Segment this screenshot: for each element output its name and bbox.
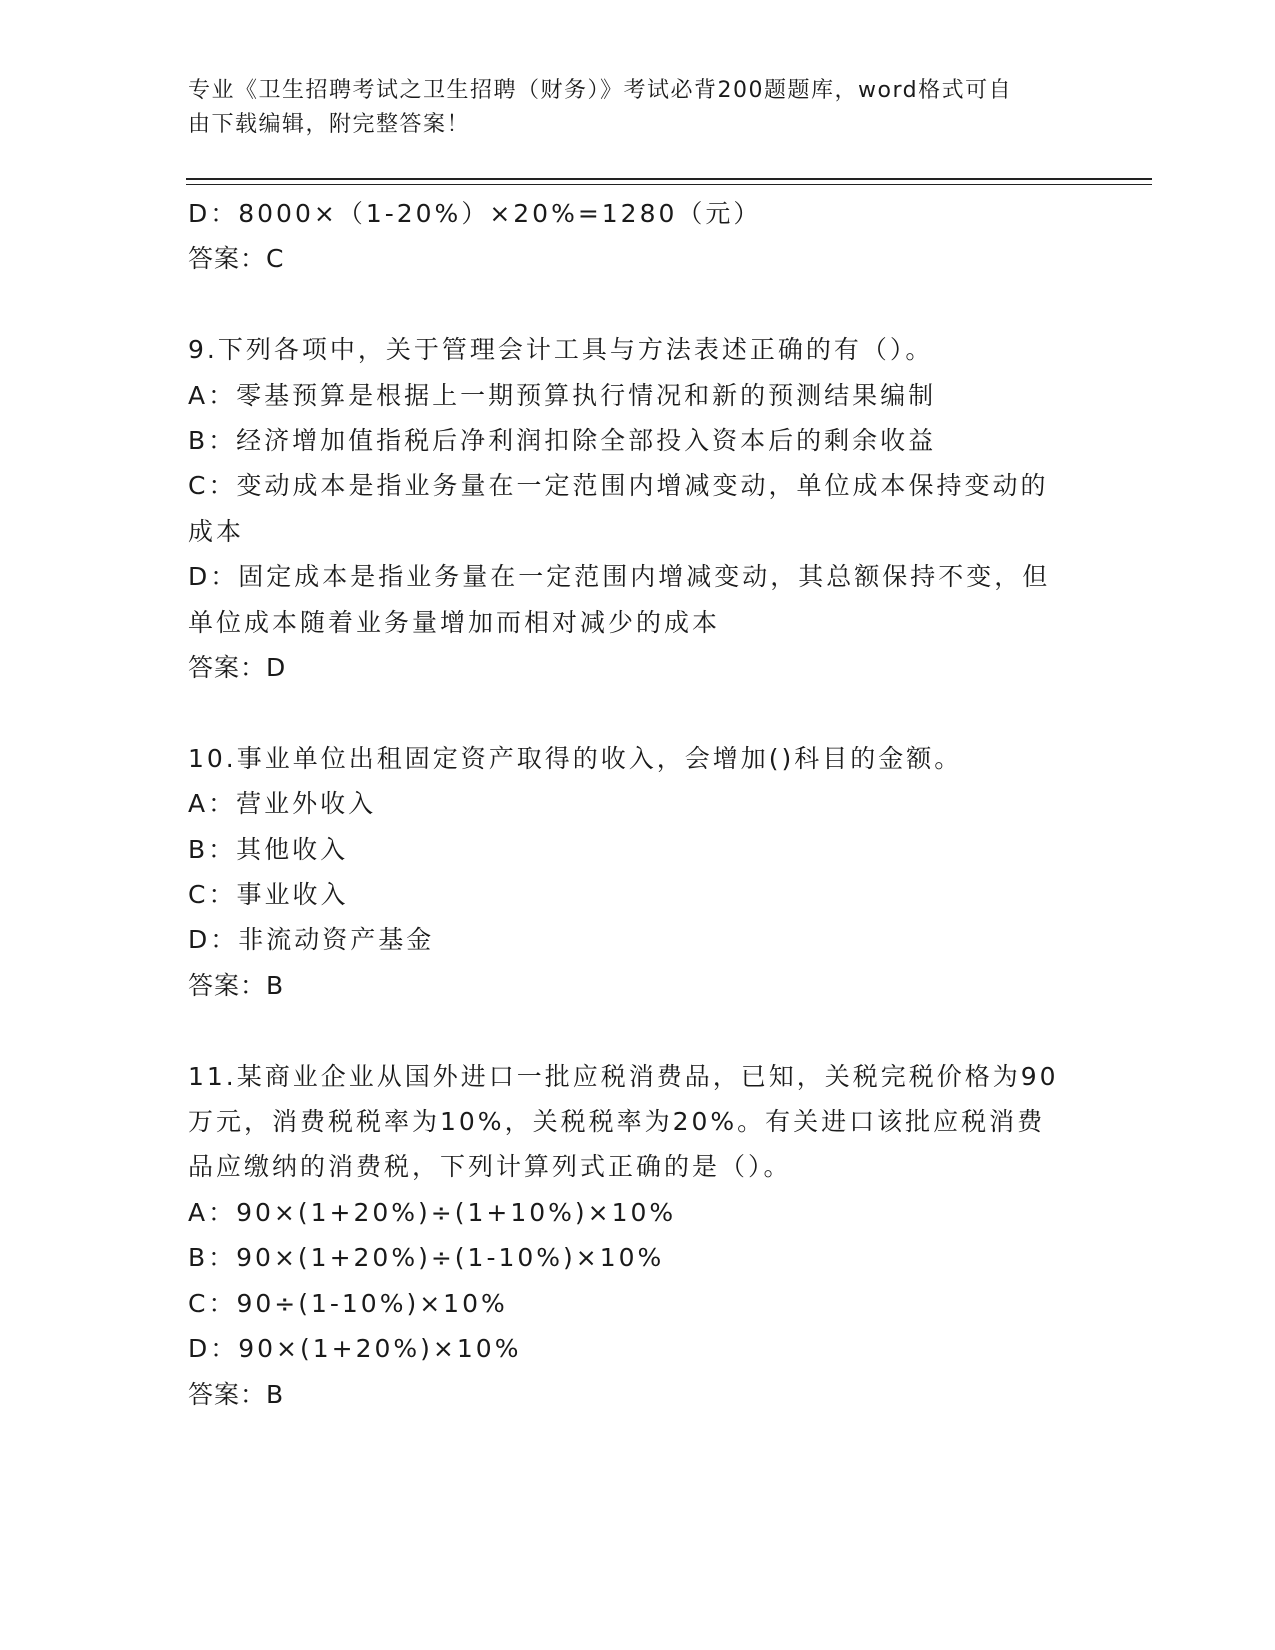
spacer: [188, 1008, 1088, 1053]
option-c: C：变动成本是指业务量在一定范围内增减变动，单位成本保持变动的: [188, 471, 1049, 501]
question-10: [188, 736, 1088, 1008]
option-d-continued: 单位成本随着业务量增加而相对减少的成本: [188, 607, 721, 637]
option-b: B：经济增加值指税后净利润扣除全部投入资本后的剩余收益: [188, 426, 937, 456]
header-divider-thin: [186, 184, 1152, 185]
question-stem-continued: 万元，消费税税率为10%，关税税率为20%。有关进口该批应税消费: [188, 1107, 1046, 1137]
document-body: [188, 191, 1088, 1417]
document-header: [188, 74, 1068, 142]
option-b: B：90×(1+20%)÷(1-10%)×10%: [188, 1243, 665, 1273]
option-c-continued: 成本: [188, 516, 245, 546]
option-a: A：90×(1+20%)÷(1+10%)×10%: [188, 1197, 677, 1227]
question-stem-continued: 品应缴纳的消费税，下列计算列式正确的是（）。: [188, 1152, 792, 1182]
question-stem: 11.某商业企业从国外进口一批应税消费品，已知，关税完税价格为90: [188, 1061, 1059, 1091]
question-11: [188, 1054, 1088, 1417]
option-d: D：8000×（1-20%）×20%=1280（元）: [188, 199, 762, 228]
spacer: [188, 282, 1088, 327]
question-stem: 9.下列各项中，关于管理会计工具与方法表述正确的有（）。: [188, 335, 934, 365]
answer-line: 答案：C: [188, 244, 285, 274]
option-d: D：非流动资产基金: [188, 925, 435, 955]
spacer: [188, 690, 1088, 735]
option-c: C：事业收入: [188, 880, 349, 910]
option-d: D：固定成本是指业务量在一定范围内增减变动，其总额保持不变，但: [188, 562, 1051, 592]
option-b: B：其他收入: [188, 834, 349, 864]
option-c: C：90÷(1-10%)×10%: [188, 1288, 508, 1318]
option-a: A：营业外收入: [188, 789, 377, 819]
header-line-1: 专业《卫生招聘考试之卫生招聘（财务）》考试必背200题题库，word格式可自: [188, 78, 1013, 103]
answer-line: 答案：D: [188, 653, 287, 683]
header-line-2: 由下载编辑，附完整答案！: [188, 112, 471, 137]
answer-line: 答案：B: [188, 970, 285, 1000]
question-9: [188, 327, 1088, 690]
question-stem: 10.事业单位出租固定资产取得的收入，会增加()科目的金额。: [188, 743, 963, 773]
header-divider-thick: [186, 178, 1152, 180]
answer-line: 答案：B: [188, 1379, 285, 1409]
option-d: D：90×(1+20%)×10%: [188, 1334, 522, 1364]
prev-question: [188, 191, 1088, 282]
option-a: A：零基预算是根据上一期预算执行情况和新的预测结果编制: [188, 380, 937, 410]
